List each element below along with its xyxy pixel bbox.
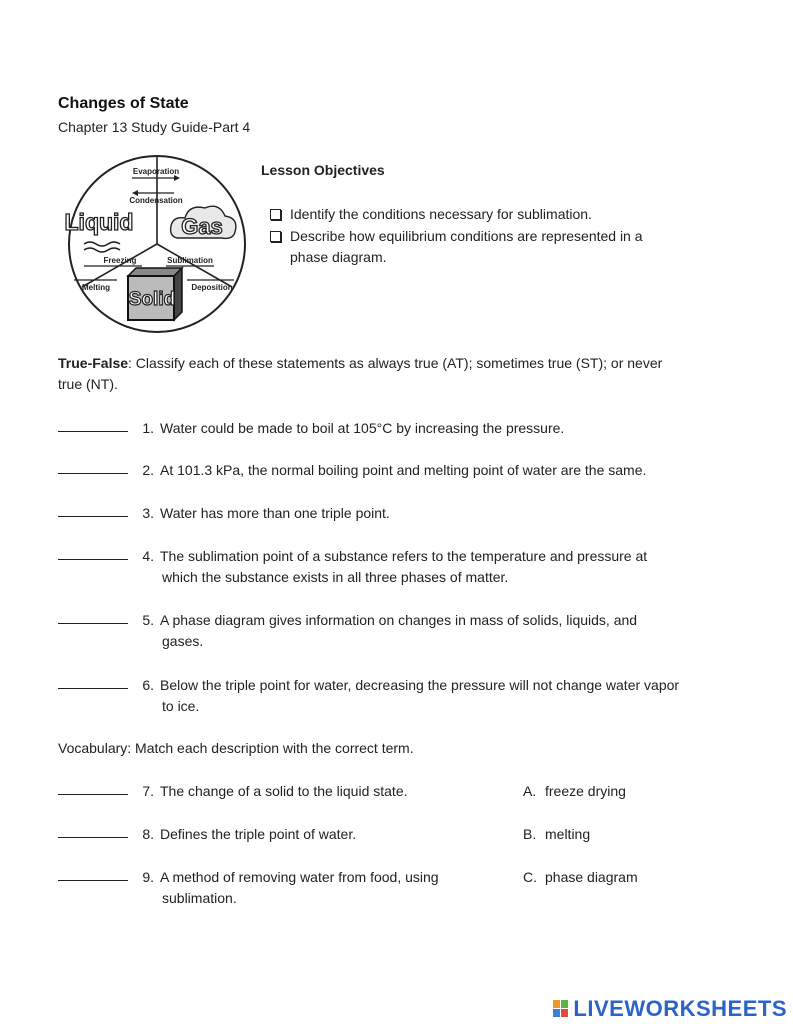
question-2: 2. At 101.3 kPa, the normal boiling point and melting point of water are the same. xyxy=(58,460,748,481)
question-6: 6. Below the triple point for water, decreasing the pressure will not change water vapor to ice. xyxy=(58,675,748,717)
answer-blank[interactable] xyxy=(58,824,128,838)
answer-blank[interactable] xyxy=(58,546,128,560)
label-freezing: Freezing xyxy=(103,256,137,265)
label-evaporation: Evaporation xyxy=(132,167,180,176)
question-3: 3. Water has more than one triple point. xyxy=(58,503,748,524)
answer-blank[interactable] xyxy=(58,867,128,881)
answer-blank[interactable] xyxy=(58,503,128,517)
term-a: A. freeze drying xyxy=(523,783,626,799)
brand-name: LIVEWORKSHEETS xyxy=(573,996,787,1021)
question-7: 7. The change of a solid to the liquid state. xyxy=(58,781,478,802)
label-deposition: Deposition xyxy=(191,283,233,292)
phase-change-diagram xyxy=(62,152,252,337)
page-subtitle: Chapter 13 Study Guide-Part 4 xyxy=(58,119,251,135)
question-1: 1. Water could be made to boil at 105°C by increasing the pressure. xyxy=(58,418,748,439)
checkbox-icon xyxy=(270,231,281,242)
true-false-instructions: True-False: Classify each of these statements as always true (AT); sometimes true (ST); or never true (NT). xyxy=(58,355,663,392)
answer-blank[interactable] xyxy=(58,675,128,689)
vocabulary-instructions: Vocabulary: Match each description with the correct term. xyxy=(58,740,414,756)
answer-blank[interactable] xyxy=(58,418,128,432)
label-melting: Melting xyxy=(82,283,110,292)
label-condensation: Condensation xyxy=(129,196,183,205)
objective-item: Identify the conditions necessary for sublimation. xyxy=(270,204,710,225)
question-4: 4. The sublimation point of a substance refers to the temperature and pressure at which the substance exists in all three phases of matter. xyxy=(58,546,748,588)
logo-mark-icon xyxy=(553,1000,569,1018)
answer-blank[interactable] xyxy=(58,460,128,474)
term-b: B. melting xyxy=(523,826,591,842)
question-5: 5. A phase diagram gives information on changes in mass of solids, liquids, and gases. xyxy=(58,610,748,652)
checkbox-icon xyxy=(270,209,281,220)
liveworksheets-logo[interactable] xyxy=(553,996,787,1022)
term-c: C. phase diagram xyxy=(523,869,638,885)
question-8: 8. Defines the triple point of water. xyxy=(58,824,478,845)
objectives-heading: Lesson Objectives xyxy=(261,162,385,178)
label-gas: Gas xyxy=(181,214,223,239)
answer-blank[interactable] xyxy=(58,610,128,624)
label-solid: Solid xyxy=(128,289,176,310)
page-title: Changes of State xyxy=(58,95,189,112)
objectives-list xyxy=(270,204,710,269)
objective-item: Describe how equilibrium conditions are represented in a phase diagram. xyxy=(270,226,710,268)
answer-blank[interactable] xyxy=(58,781,128,795)
question-9: 9. A method of removing water from food, using sublimation. xyxy=(58,867,478,909)
label-liquid: Liquid xyxy=(64,209,134,235)
label-sublimation: Sublimation xyxy=(167,256,213,265)
